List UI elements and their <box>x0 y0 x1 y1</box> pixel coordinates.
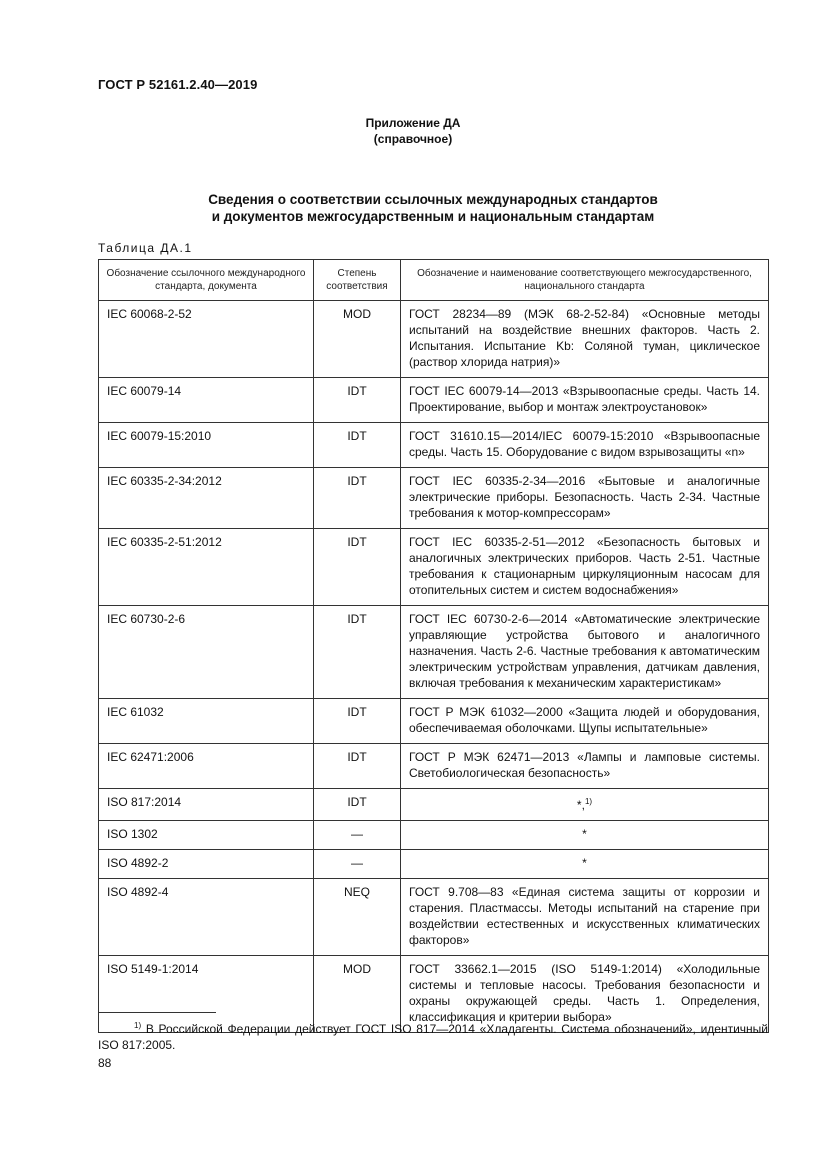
cell-degree: — <box>314 850 401 879</box>
cell-standard: ISO 1302 <box>99 821 314 850</box>
cell-document: * <box>401 850 769 879</box>
cell-document: ГОСТ Р МЭК 62471—2013 «Лампы и ламповые системы. Светобиологическая безопасность» <box>401 744 769 789</box>
cell-standard: IEC 60335-2-51:2012 <box>99 529 314 606</box>
document-code: ГОСТ Р 52161.2.40—2019 <box>98 77 258 92</box>
cell-degree: — <box>314 821 401 850</box>
table-row <box>99 529 769 606</box>
footnote-text: В Российской Федерации действует ГОСТ ISO 817—2014 «Хладагенты. Система обозначений», идентичный ISO 817:2005. <box>98 1022 768 1052</box>
cell-standard: ISO 4892-4 <box>99 879 314 956</box>
footnote-separator <box>98 1012 216 1013</box>
table-row <box>99 606 769 699</box>
table-row <box>99 879 769 956</box>
asterisk-mark: *, <box>576 798 585 812</box>
cell-document: ГОСТ Р МЭК 61032—2000 «Защита людей и оборудования, обеспечиваемая оболочками. Щупы испытательные» <box>401 699 769 744</box>
footnote-marker: 1) <box>134 1021 142 1030</box>
column-header-degree: Степень соответствия <box>314 260 401 301</box>
cell-standard: IEC 60079-14 <box>99 378 314 423</box>
cell-degree: MOD <box>314 956 401 1033</box>
cell-standard: IEC 60335-2-34:2012 <box>99 468 314 529</box>
section-heading <box>98 191 768 225</box>
footnote-ref[interactable]: 1) <box>584 797 593 806</box>
cell-degree: IDT <box>314 529 401 606</box>
cell-document: ГОСТ 9.708—83 «Единая система защиты от коррозии и старения. Пластмассы. Методы испытаний на старение при воздействии естественных и искусственных климатических факторов» <box>401 879 769 956</box>
table-row <box>99 423 769 468</box>
page-number: 88 <box>98 1056 112 1070</box>
cell-document <box>401 789 769 821</box>
cell-degree: MOD <box>314 301 401 378</box>
cell-document: ГОСТ IEC 60079-14—2013 «Взрывоопасные среды. Часть 14. Проектирование, выбор и монтаж электроустановок» <box>401 378 769 423</box>
heading-line-1: Сведения о соответствии ссылочных международных стандартов <box>208 192 658 207</box>
table-row <box>99 744 769 789</box>
appendix-title: Приложение ДА <box>365 116 461 130</box>
table-row <box>99 699 769 744</box>
cell-document: ГОСТ IEC 60335-2-51—2012 «Безопасность бытовых и аналогичных электрических приборов. Часть 2-51. Частные требования к стационарным циркуляционным насосам для отопительных систем и систем водоснабжения» <box>401 529 769 606</box>
cell-standard: IEC 60079-15:2010 <box>99 423 314 468</box>
table-header-row <box>99 260 769 301</box>
column-header-document: Обозначение и наименование соответствующего межгосударственного, национального стандарта <box>401 260 769 301</box>
cell-degree: IDT <box>314 423 401 468</box>
cell-degree: IDT <box>314 606 401 699</box>
cell-degree: IDT <box>314 699 401 744</box>
cell-standard: IEC 60068-2-52 <box>99 301 314 378</box>
cell-document: ГОСТ 28234—89 (МЭК 68-2-52-84) «Основные методы испытаний на воздействие внешних факторов. Часть 2. Испытания. Испытание Kb: Соляной туман, циклическое (раствор хлорида натрия)» <box>401 301 769 378</box>
cell-document: ГОСТ IEC 60730-2-6—2014 «Автоматические электрические управляющие устройства бытового и аналогичного назначения. Часть 2-6. Частные требования к автоматическим электрическим устройствам управления, датчикам давления, включая требования к механическим характеристикам» <box>401 606 769 699</box>
column-header-standard: Обозначение ссылочного международного стандарта, документа <box>99 260 314 301</box>
cell-document: ГОСТ 31610.15—2014/IEC 60079-15:2010 «Взрывоопасные среды. Часть 15. Оборудование с видом взрывозащиты «n» <box>401 423 769 468</box>
table-row <box>99 821 769 850</box>
cell-degree: IDT <box>314 789 401 821</box>
cell-standard: ISO 817:2014 <box>99 789 314 821</box>
cell-standard: ISO 5149-1:2014 <box>99 956 314 1033</box>
cell-standard: IEC 60730-2-6 <box>99 606 314 699</box>
table-row <box>99 378 769 423</box>
cell-standard: IEC 61032 <box>99 699 314 744</box>
cell-degree: IDT <box>314 744 401 789</box>
appendix-subtitle: (справочное) <box>373 132 453 146</box>
cell-degree: NEQ <box>314 879 401 956</box>
table-row <box>99 468 769 529</box>
table-label: Таблица ДА.1 <box>98 241 193 255</box>
table-row <box>99 850 769 879</box>
cell-degree: IDT <box>314 378 401 423</box>
table-row <box>99 301 769 378</box>
heading-line-2: и документов межгосударственным и национальным стандартам <box>211 209 655 224</box>
cell-standard: IEC 62471:2006 <box>99 744 314 789</box>
footnote <box>98 1018 768 1053</box>
table-row <box>99 789 769 821</box>
cell-document: ГОСТ IEC 60335-2-34—2016 «Бытовые и аналогичные электрические приборы. Безопасность. Часть 2-34. Частные требования к мотор-компрессорам» <box>401 468 769 529</box>
correspondence-table <box>98 259 769 1033</box>
cell-degree: IDT <box>314 468 401 529</box>
cell-document: ГОСТ 33662.1—2015 (ISO 5149-1:2014) «Холодильные системы и тепловые насосы. Требования безопасности и охраны окружающей среды. Часть 1. Определения, классификация и критерии выбора» <box>401 956 769 1033</box>
cell-document: * <box>401 821 769 850</box>
cell-standard: ISO 4892-2 <box>99 850 314 879</box>
